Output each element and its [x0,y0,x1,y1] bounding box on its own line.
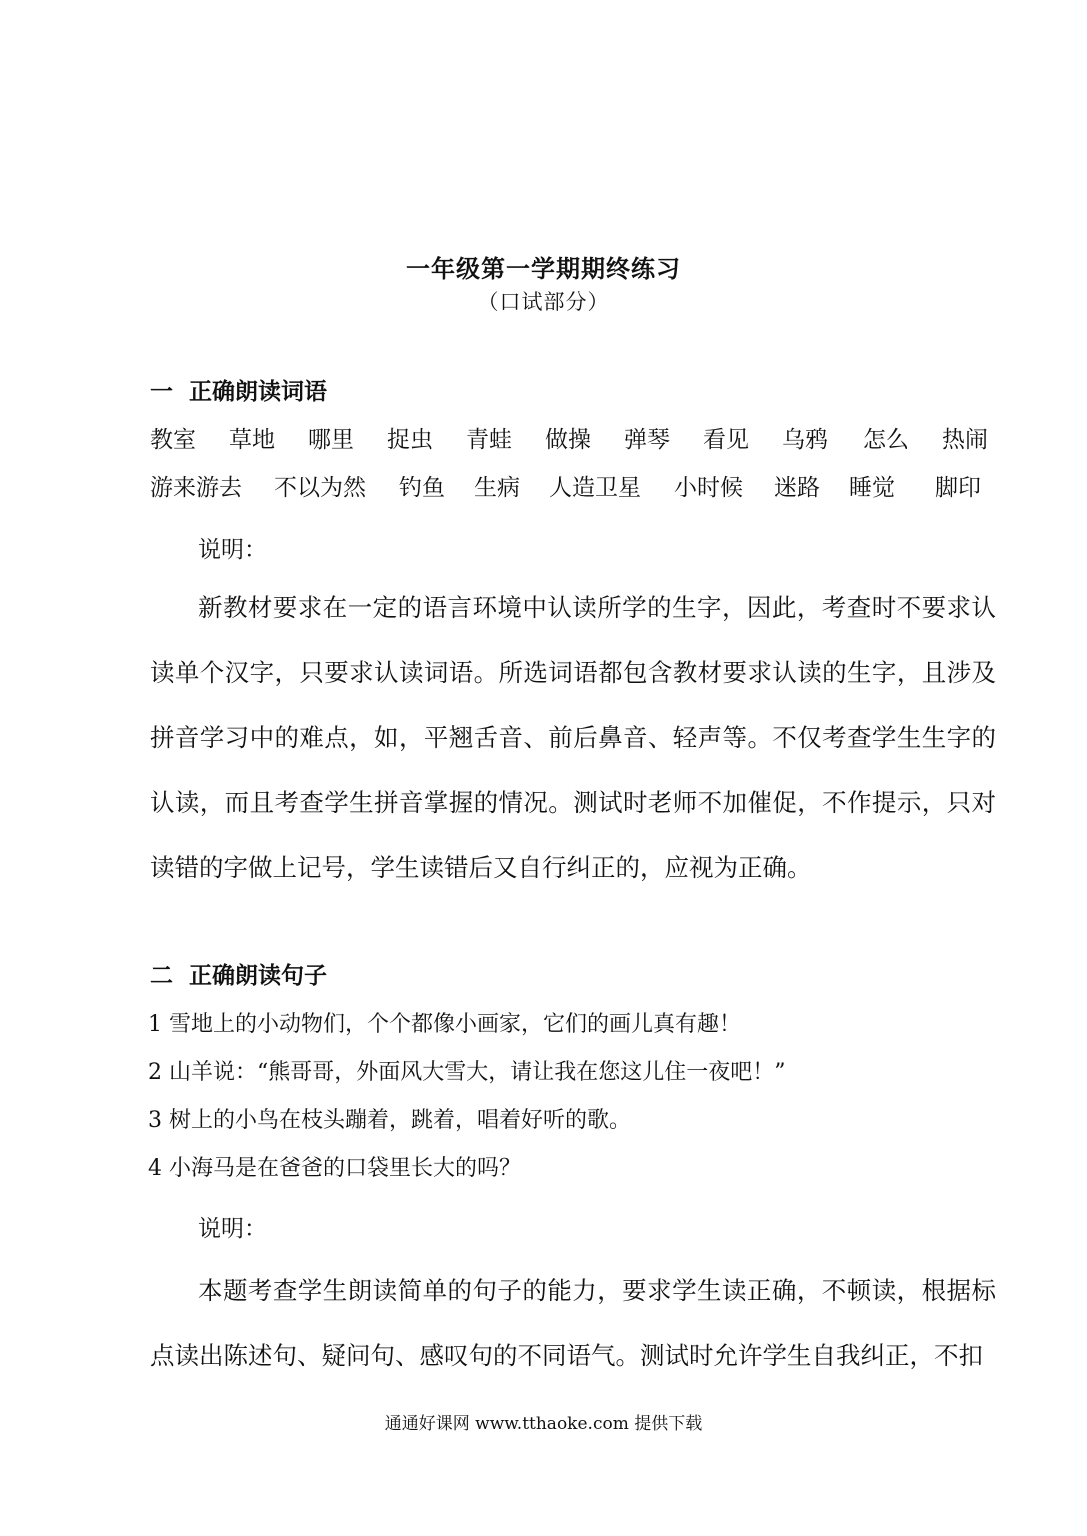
word-item: 人造卫星 [549,475,641,501]
sentence-item: 2 山羊说：“熊哥哥，外面风大雪大，请让我在您这儿住一夜吧！” [148,1060,786,1085]
word-item: 钓鱼 [399,475,445,501]
word-item: 看见 [703,427,749,453]
section1-title: 正确朗读词语 [189,379,327,405]
document-subtitle: （口试部分） [477,290,610,314]
word-item: 弹琴 [624,427,670,453]
section2-heading [150,957,327,990]
section2-number: 二 [150,963,173,989]
section1-number: 一 [150,379,173,405]
word-item: 不以为然 [274,475,366,501]
sentence-item: 1 雪地上的小动物们，个个都像小画家，它们的画儿真有趣！ [148,1012,741,1037]
word-item: 捉虫 [387,427,433,453]
word-item: 草地 [229,427,275,453]
word-item: 睡觉 [849,475,895,501]
word-item: 生病 [474,475,520,501]
section1-note-label: 说明： [198,537,267,563]
word-item: 游来游去 [150,475,242,501]
page-footer: 通通好课网 www.tthaoke.com 提供下载 [384,1414,703,1434]
word-item: 乌鸦 [782,427,828,453]
word-item: 哪里 [308,427,354,453]
section2-title: 正确朗读句子 [189,963,327,989]
section2-note-label: 说明： [198,1216,267,1242]
word-item: 热闹 [942,427,988,453]
section1-note-paragraph: 新教材要求在一定的语言环境中认读所学的生字，因此，考查时不要求认读单个汉字，只要求认读词语。所选词语都包含教材要求认读的生字，且涉及拼音学习中的难点，如，平翘舌音、前后鼻音、轻声等。不仅考查学生生字的认读，而且考查学生拼音掌握的情况。测试时老师不加催促，不作提示，只对读错的字做上记号，学生读错后又自行纠正的，应视为正确。 [150,593,996,882]
sentence-item: 4 小海马是在爸爸的口袋里长大的吗？ [148,1156,521,1181]
section2-note-paragraph: 本题考查学生朗读简单的句子的能力，要求学生读正确，不顿读，根据标点读出陈述句、疑问句、感叹句的不同语气。测试时允许学生自我纠正，不扣 [150,1276,996,1370]
word-item: 青蛙 [466,427,512,453]
section1-heading [150,373,327,406]
word-item: 怎么 [863,427,909,453]
word-item: 做操 [545,427,591,453]
word-item: 脚印 [935,475,981,501]
document-title: 一年级第一学期期终练习 [406,255,681,283]
sentence-item: 3 树上的小鸟在枝头蹦着，跳着，唱着好听的歌。 [148,1108,631,1133]
word-item: 教室 [150,427,196,453]
word-item: 小时候 [674,475,743,501]
word-item: 迷路 [774,475,820,501]
